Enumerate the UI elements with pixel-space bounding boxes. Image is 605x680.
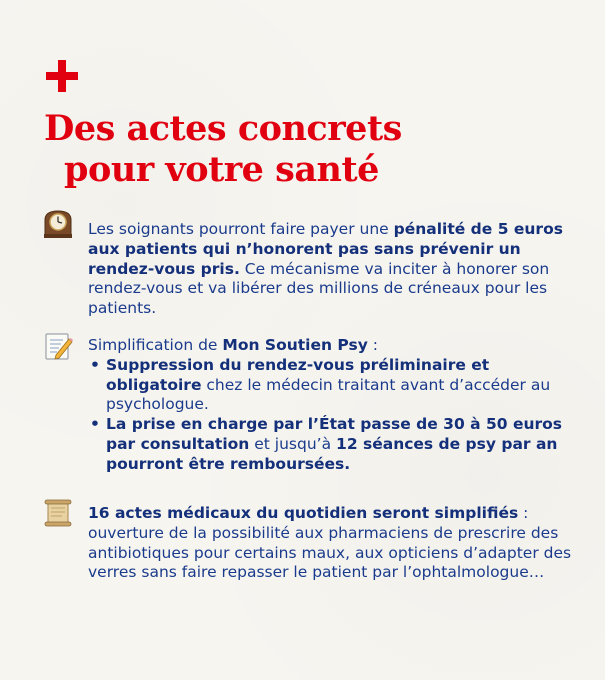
text-part: chez le médecin traitant avant d’accéder au psychologue. <box>106 375 551 414</box>
plus-icon <box>46 60 78 92</box>
text-part-bold: Mon Soutien Psy <box>222 336 368 354</box>
text-part-bold: 12 séances de psy par an pourront être remboursées. <box>106 434 558 473</box>
text-part: Ce mécanisme va inciter à honorer son rendez-vous et va libérer des millions de créneaux pour les patients. <box>88 259 550 318</box>
title-line-2: pour votre santé <box>64 149 379 190</box>
text-part: : ouverture de la possibilité aux pharmaciens de prescrire des antibiotiques pour certains maux, aux opticiens d’adapter des verres sans faire repasser le patient par l’ophtalmologue… <box>88 504 572 582</box>
psy-bullet-list <box>88 356 573 475</box>
text-part-bold: pénalité de 5 euros aux patients qui n’honorent pas sans prévenir un rendez-vous pris. <box>88 220 563 278</box>
text-part-bold: 16 actes médicaux du quotidien seront simplifiés <box>88 504 519 522</box>
text-part: et jusqu’à <box>249 434 337 453</box>
section-psy-text <box>88 336 573 475</box>
scroll-icon <box>42 497 74 529</box>
list-item <box>88 415 573 474</box>
text-part-bold: La prise en charge par l’État passe de 30 à 50 euros par consultation <box>106 415 563 453</box>
text-part: : <box>367 336 378 354</box>
memo-icon <box>42 330 74 362</box>
mantel-clock-icon <box>42 208 74 240</box>
text-part: Les soignants pourront faire payer une <box>88 220 394 238</box>
page-title <box>44 108 564 190</box>
list-item <box>88 356 573 415</box>
text-part: Simplification de <box>88 336 223 354</box>
section-psy-intro <box>88 336 573 356</box>
title-line-1: Des actes concrets <box>44 108 402 149</box>
section-medical-acts-text <box>88 504 573 583</box>
text-part-bold: Suppression du rendez-vous préliminaire et obligatoire <box>106 355 490 394</box>
section-penalty-text <box>88 220 573 319</box>
